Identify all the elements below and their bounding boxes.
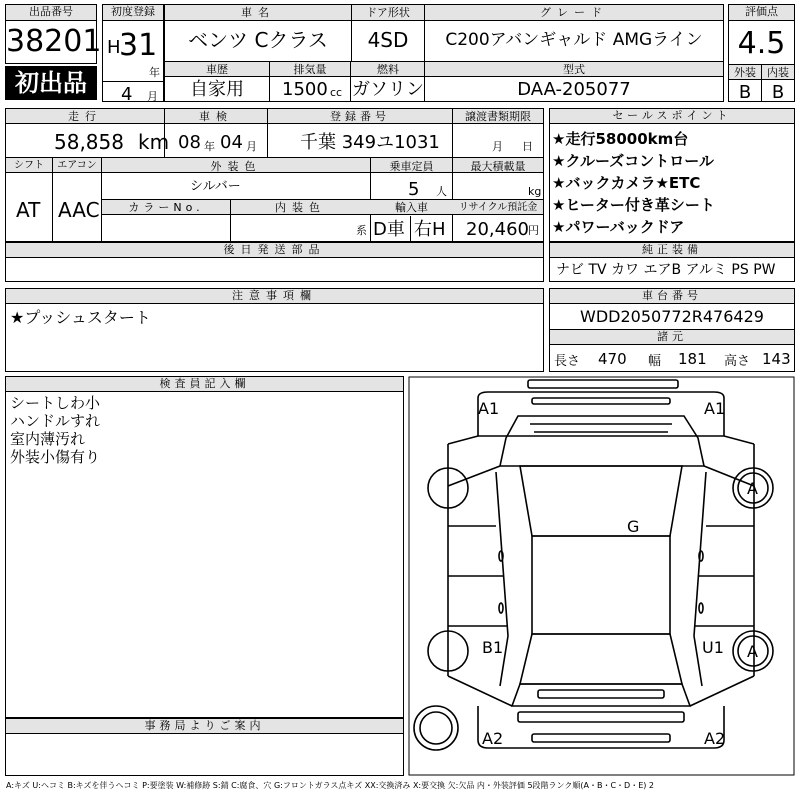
- exterior-color: シルバー: [190, 179, 241, 194]
- history-label: 車歴: [206, 63, 228, 76]
- mark-right-rear-tire: A: [747, 642, 758, 661]
- capacity-unit: 人: [436, 185, 447, 198]
- legend: A:キズ U:ヘコミ B:キズを伴うヘコミ P:要塗装 W:補修跡 S:錆 C:腐食、穴 G:フロントガラス点キズ XX:交換済み X:要交換 欠:欠品 内・外装評価 5段階ランク順(A・B・C・D・E) 2: [6, 781, 655, 790]
- door-type: 4SD: [367, 28, 409, 52]
- ext-label: 外装: [734, 66, 756, 79]
- grade-label: グレード: [540, 6, 608, 19]
- inspection-month: 04: [220, 132, 243, 153]
- capacity-label: 乗車定員: [389, 160, 434, 173]
- air-conditioner: AAC: [58, 198, 100, 222]
- capacity: 5: [408, 179, 420, 200]
- equipment-box: [549, 242, 795, 282]
- height: 143: [762, 350, 791, 368]
- sales-points-label: セールスポイント: [550, 109, 794, 124]
- era: H: [107, 37, 121, 58]
- inspector-line: ハンドルすれ: [10, 412, 101, 430]
- model-code: DAA-205077: [517, 79, 631, 100]
- mark-right-rear: U1: [702, 638, 724, 657]
- mark-roof: G: [627, 517, 640, 536]
- shift: AT: [16, 198, 41, 222]
- sales-point: ★バックカメラ★ETC: [552, 174, 701, 192]
- shift-label: シフト: [14, 160, 44, 171]
- car-damage-diagram: [408, 376, 795, 776]
- chassis-label: 車台番号: [550, 289, 794, 304]
- later-parts-box: [5, 242, 544, 282]
- ac-label: エアコン: [57, 160, 97, 171]
- month-unit: 月: [147, 90, 158, 103]
- plate-label: 登録番号: [330, 110, 390, 123]
- import-d: D車: [373, 219, 405, 240]
- equipment-list: ナビ TV カワ エアB アルミ PS PW: [556, 262, 776, 278]
- import-label: 輸入車: [395, 201, 428, 214]
- sales-point: ★走行58000km台: [552, 130, 689, 148]
- equipment-label: 純正装備: [550, 243, 794, 258]
- year-unit: 年: [149, 66, 160, 79]
- interior-unit: 系: [356, 224, 367, 237]
- exterior-grade: B: [738, 82, 752, 103]
- mark-rear-left: A2: [482, 729, 504, 748]
- sales-point: ★クルーズコントロール: [552, 152, 714, 170]
- mileage-unit: km: [138, 130, 170, 154]
- mark-front-left: A1: [478, 399, 500, 418]
- displacement-unit: cc: [330, 86, 343, 99]
- car-name-label: 車名: [241, 6, 275, 19]
- color-label: 外装色: [210, 160, 262, 173]
- first-listing-badge: 初出品: [5, 66, 97, 100]
- later-parts-label: 後日発送部品: [6, 243, 543, 258]
- height-label: 高さ: [724, 354, 751, 369]
- chassis-box: [549, 288, 795, 372]
- width-label: 幅: [648, 354, 662, 369]
- chassis-number: WDD2050772R476429: [580, 307, 764, 326]
- score-box: [728, 4, 795, 102]
- inspector-box: [5, 376, 404, 718]
- fuel: ガソリン: [352, 79, 424, 100]
- mileage: 58,858: [54, 130, 124, 154]
- sales-points-box: [549, 108, 795, 242]
- inspection-label: 車検: [199, 110, 233, 123]
- inspection-year-unit: 年: [204, 140, 215, 153]
- mileage-label: 走行: [68, 110, 102, 123]
- color-no-label: カラーNo.: [128, 201, 204, 214]
- first-registration-box: [102, 4, 164, 105]
- transfer-label: 譲渡書類期限: [465, 110, 531, 123]
- reg-year: 31: [119, 28, 158, 63]
- inspection-month-unit: 月: [246, 140, 257, 153]
- inspector-label: 検査員記入欄: [6, 377, 403, 392]
- notes-text: ★プッシュスタート: [10, 308, 151, 327]
- grade: C200アバンギャルド AMGライン: [445, 30, 703, 50]
- office-label: 事務局よりご案内: [6, 719, 403, 734]
- lot-number-box: [5, 4, 102, 64]
- transfer-day-unit: 日: [522, 140, 533, 153]
- overall-score: 4.5: [737, 26, 786, 61]
- reg-month: 4: [121, 84, 133, 105]
- load-unit: kg: [528, 185, 542, 198]
- displacement-label: 排気量: [293, 63, 327, 76]
- mark-front-right: A1: [704, 399, 726, 418]
- fuel-label: 燃料: [377, 63, 399, 76]
- car-name: ベンツ Cクラス: [188, 28, 328, 52]
- length-label: 長さ: [554, 354, 581, 369]
- door-label: ドア形状: [366, 6, 410, 19]
- inspection-year: 08: [178, 132, 201, 153]
- first-reg-label: 初度登録: [103, 5, 163, 21]
- inspector-line: 外装小傷有り: [10, 448, 101, 466]
- interior-color-label: 内装色: [275, 201, 326, 214]
- inspector-line: シートしわ小: [10, 394, 101, 412]
- sales-point: ★パワーバックドア: [552, 218, 685, 236]
- lot-number: 38201: [6, 24, 102, 59]
- displacement: 1500: [282, 79, 328, 100]
- mark-left-rear: B1: [482, 638, 504, 657]
- recycle-label: リサイクル預託金: [458, 202, 538, 213]
- load-label: 最大積載量: [470, 160, 526, 173]
- notes-box: [5, 288, 544, 372]
- sales-point: ★ヒーター付き革シート: [552, 196, 715, 214]
- transfer-month-unit: 月: [492, 140, 503, 153]
- length: 470: [598, 350, 627, 368]
- model-label: 型式: [563, 63, 585, 76]
- lot-number-label: 出品番号: [6, 5, 96, 21]
- width: 181: [678, 350, 707, 368]
- office-box: [5, 718, 404, 776]
- plate-number: 千葉 349ユ1031: [300, 132, 440, 153]
- mark-rear-right: A2: [704, 729, 726, 748]
- int-label: 内装: [767, 66, 789, 79]
- car-history: 自家用: [190, 79, 244, 100]
- recycle-fee: 20,460: [466, 219, 529, 240]
- import-h: 右H: [414, 219, 446, 240]
- notes-label: 注意事項欄: [6, 289, 543, 304]
- dims-label: 諸元: [550, 330, 794, 345]
- interior-grade: B: [771, 82, 785, 103]
- recycle-unit: 円: [528, 224, 539, 237]
- score-label: 評価点: [729, 5, 794, 21]
- inspector-line: 室内薄汚れ: [10, 430, 86, 448]
- mark-right-front-tire: A: [747, 479, 758, 498]
